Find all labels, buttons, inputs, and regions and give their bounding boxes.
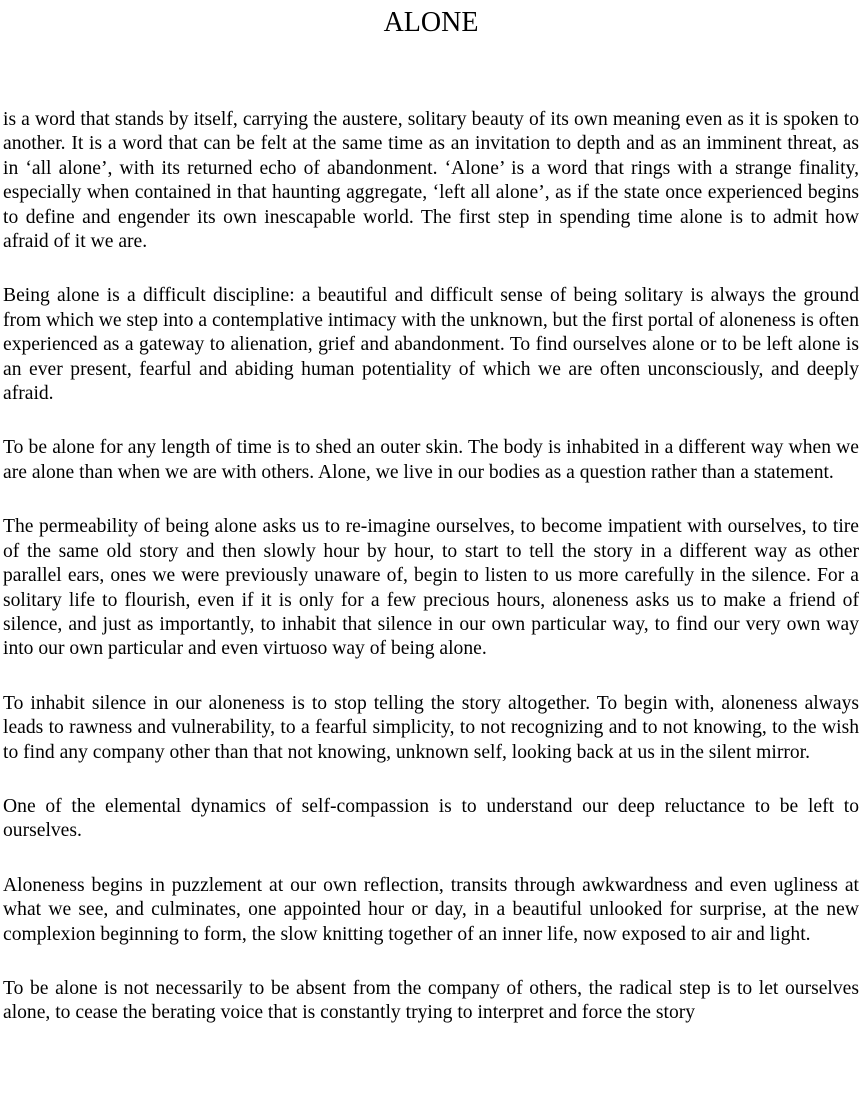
paragraph-1: is a word that stands by itself, carrying the austere, solitary beauty of its own meaning even as it is spoken to another. It is a word that can be felt at the same time as an invitation to depth and as an imminent threat, as in ‘all alone’, with its returned echo of abandonment. ‘Alone’ is a word that rings with a strange finality, especially when contained in that haunting aggregate, ‘left all alone’, as if the state once experienced begins to define and engender its own inescapable world. The first step in spending time alone is to admit how afraid of it we are.	[3, 109, 859, 253]
paragraph-7: Aloneness begins in puzzlement at our own reflection, transits through awkwardness and even ugliness at what we see, and culminates, one appointed hour or day, in a beautiful unlooked for surprise, at the new complexion beginning to form, the slow knitting together of an inner life, now exposed to air and light.	[3, 874, 859, 945]
paragraph-5: To inhabit silence in our aloneness is to stop telling the story altogether. To begin with, aloneness always leads to rawness and vulnerability, to a fearful simplicity, to not recognizing and to not knowing, to the wish to find any company other than that not knowing, unknown self, looking back at us in the silent mirror.	[3, 692, 859, 763]
paragraph-8: To be alone is not necessarily to be absent from the company of others, the radical step is to let ourselves alone, to cease the berating voice that is constantly trying to interpret and force the story	[3, 977, 859, 1024]
paragraph-2: Being alone is a difficult discipline: a beautiful and difficult sense of being solitary is always the ground from which we step into a contemplative intimacy with the unknown, but the first portal of aloneness is often experienced as a gateway to alienation, grief and abandonment. To find ourselves alone or to be left alone is an ever present, fearful and abiding human potentiality of which we are often unconsciously, and deeply afraid.	[3, 285, 859, 405]
document-body	[3, 108, 859, 1026]
paragraph-4: The permeability of being alone asks us to re-imagine ourselves, to become impatient with ourselves, to tire of the same old story and then slowly hour by hour, to start to tell the story in a different way as other parallel ears, ones we were previously unaware of, begin to listen to us more carefully in the silence. For a solitary life to flourish, even if it is only for a few precious hours, aloneness asks us to make a friend of silence, and just as importantly, to inhabit that silence in our own particular way, to find our very own way into our own particular and even virtuoso way of being alone.	[3, 516, 859, 660]
paragraph-6: One of the elemental dynamics of self-compassion is to understand our deep reluctance to be left to ourselves.	[3, 795, 859, 842]
document-page	[3, 0, 859, 1056]
paragraph-3: To be alone for any length of time is to shed an outer skin. The body is inhabited in a different way when we are alone than when we are with others. Alone, we live in our bodies as a question rather than a statement.	[3, 437, 859, 483]
page-title: ALONE	[383, 7, 479, 38]
